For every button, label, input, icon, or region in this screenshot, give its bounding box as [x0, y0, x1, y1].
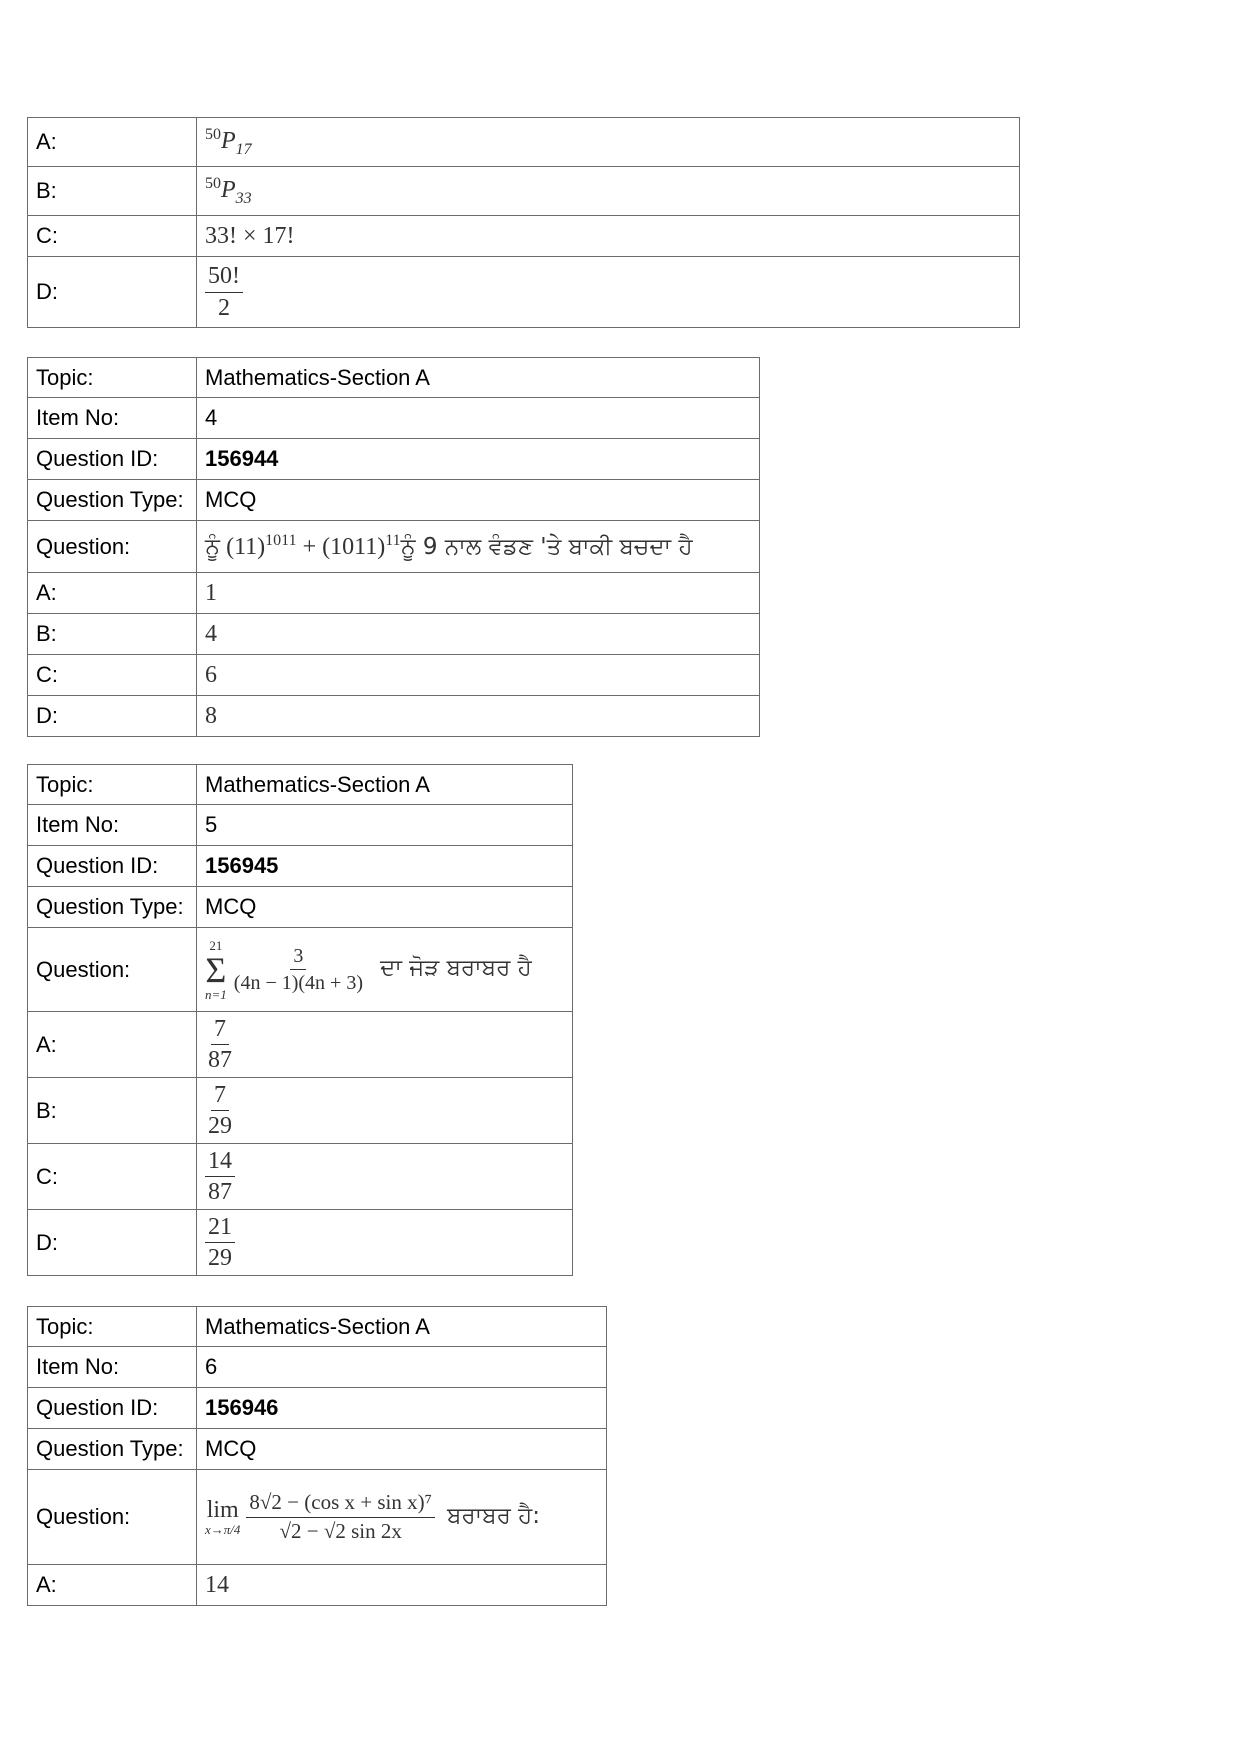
option-value: $^{50}P_{17}$	[197, 118, 1020, 167]
option-label: A:	[28, 573, 197, 614]
option-row-b	[28, 614, 760, 655]
option-value: 4	[197, 614, 760, 655]
option-row-a	[28, 1012, 573, 1078]
topic-row	[28, 1307, 607, 1347]
option-row-a	[28, 573, 760, 614]
topic-row	[28, 358, 760, 398]
question-label: Question:	[28, 521, 197, 573]
topic-label: Topic:	[28, 358, 197, 398]
question-label: Question:	[28, 1470, 197, 1565]
question-text: lim x→π/4 $\frac{\text{8√2 − (cos x + sin x)⁷}}{√2 - √2 \sin 2x}$ ਬਰਾਬਰ ਹੈ:	[197, 1470, 607, 1565]
option-value: $\frac{50!}{2}$	[197, 257, 1020, 328]
option-label: A:	[28, 1565, 197, 1606]
question-table-6	[27, 1306, 607, 1606]
question-row	[28, 521, 760, 573]
question-id-row	[28, 439, 760, 480]
option-row-c	[28, 1144, 573, 1210]
topic-label: Topic:	[28, 1307, 197, 1347]
option-label: C:	[28, 216, 197, 257]
question-id-value: 156945	[197, 846, 573, 887]
question-type-label: Question Type:	[28, 1429, 197, 1470]
question-table-3-options	[27, 117, 1020, 328]
option-label: C:	[28, 655, 197, 696]
option-value: 1	[197, 573, 760, 614]
option-value: 8	[197, 696, 760, 737]
option-row-b	[28, 1078, 573, 1144]
question-id-label: Question ID:	[28, 846, 197, 887]
option-label: D:	[28, 1210, 197, 1276]
question-type-row	[28, 887, 573, 928]
item-value: 5	[197, 805, 573, 846]
item-label: Item No:	[28, 805, 197, 846]
option-value: $\frac{7}{29}$	[197, 1078, 573, 1144]
item-label: Item No:	[28, 398, 197, 439]
question-row	[28, 1470, 607, 1565]
option-row-d	[28, 1210, 573, 1276]
option-value: $\frac{7}{87}$	[197, 1012, 573, 1078]
question-label: Question:	[28, 928, 197, 1012]
item-row	[28, 1347, 607, 1388]
question-type-value: MCQ	[197, 1429, 607, 1470]
question-id-label: Question ID:	[28, 1388, 197, 1429]
option-row-d	[28, 257, 1020, 328]
question-table-5	[27, 764, 573, 1276]
question-table-4	[27, 357, 760, 737]
question-type-row	[28, 1429, 607, 1470]
question-id-label: Question ID:	[28, 439, 197, 480]
option-row-b	[28, 167, 1020, 216]
option-label: B:	[28, 167, 197, 216]
question-id-row	[28, 846, 573, 887]
question-text: ਨੂੰ $(11)^{1011}$ + $(1011)^{11}ਨੂੰ$ 9 ਨਾਲ ਵੰਡਣ 'ਤੇ ਬਾਕੀ ਬਚਦਾ ਹੈ	[197, 521, 760, 573]
question-text: 21 Σ n=1 $\frac{3}{(4n - 1)(4n + 3)}$ ਦਾ ਜੋੜ ਬਰਾਬਰ ਹੈ	[197, 928, 573, 1012]
option-value: 14	[197, 1565, 607, 1606]
option-value: $\frac{14}{87}$	[197, 1144, 573, 1210]
question-type-label: Question Type:	[28, 887, 197, 928]
question-type-row	[28, 480, 760, 521]
option-row-d	[28, 696, 760, 737]
topic-label: Topic:	[28, 765, 197, 805]
item-label: Item No:	[28, 1347, 197, 1388]
item-row	[28, 805, 573, 846]
option-value: $\frac{21}{29}$	[197, 1210, 573, 1276]
option-row-c	[28, 655, 760, 696]
question-type-value: MCQ	[197, 887, 573, 928]
option-label: B:	[28, 1078, 197, 1144]
topic-value: Mathematics-Section A	[197, 358, 760, 398]
question-type-label: Question Type:	[28, 480, 197, 521]
question-id-value: 156946	[197, 1388, 607, 1429]
option-value: $^{50}P_{33}$	[197, 167, 1020, 216]
option-label: A:	[28, 118, 197, 167]
option-label: D:	[28, 257, 197, 328]
item-row	[28, 398, 760, 439]
item-value: 4	[197, 398, 760, 439]
item-value: 6	[197, 1347, 607, 1388]
option-label: C:	[28, 1144, 197, 1210]
question-row	[28, 928, 573, 1012]
topic-value: Mathematics-Section A	[197, 765, 573, 805]
option-label: D:	[28, 696, 197, 737]
option-row-a	[28, 1565, 607, 1606]
option-label: A:	[28, 1012, 197, 1078]
topic-value: Mathematics-Section A	[197, 1307, 607, 1347]
question-id-row	[28, 1388, 607, 1429]
option-value: 33! × 17!	[197, 216, 1020, 257]
topic-row	[28, 765, 573, 805]
option-row-c	[28, 216, 1020, 257]
option-row-a	[28, 118, 1020, 167]
option-label: B:	[28, 614, 197, 655]
question-type-value: MCQ	[197, 480, 760, 521]
option-value: 6	[197, 655, 760, 696]
question-id-value: 156944	[197, 439, 760, 480]
